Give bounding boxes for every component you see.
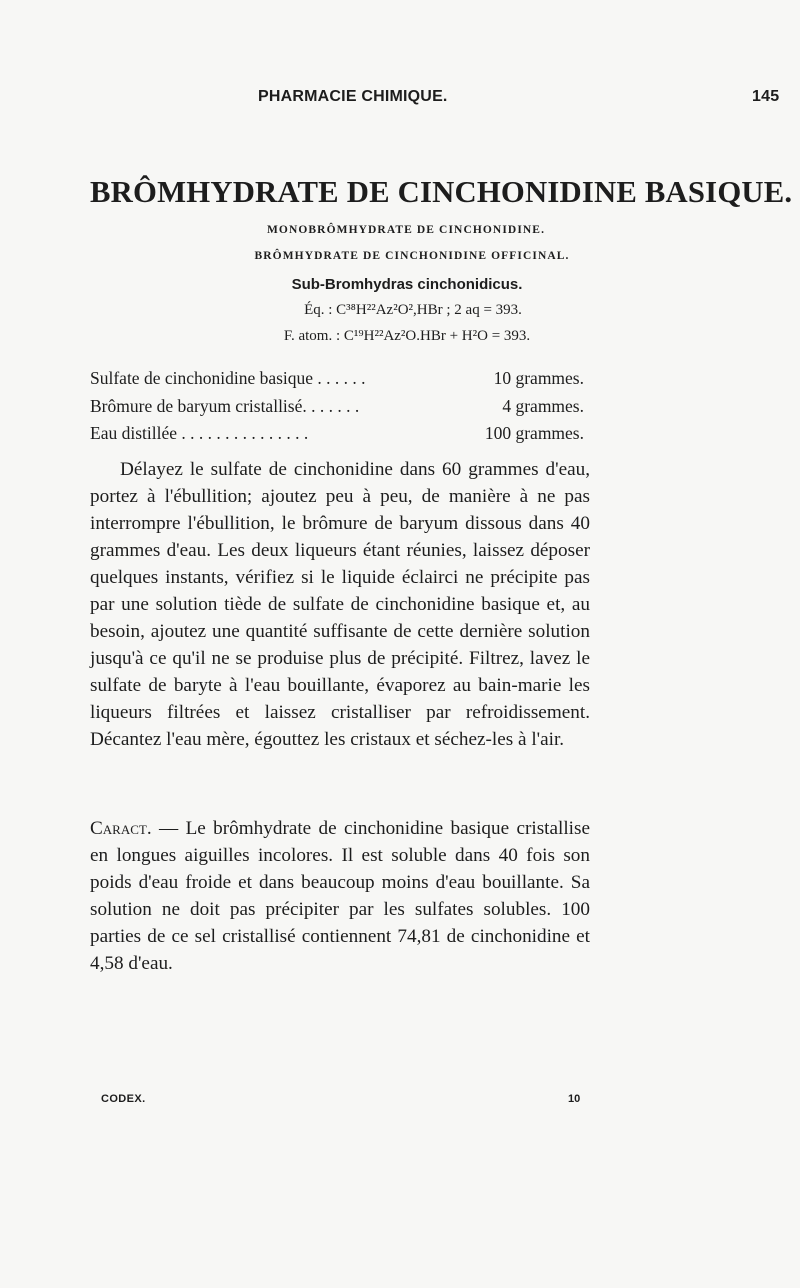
recipe-ingredient: Sulfate de cinchonidine basique . . . . . . — [90, 368, 366, 388]
running-head-title: PHARMACIE CHIMIQUE. — [258, 88, 448, 105]
recipe-quantity: 4 grammes. — [502, 396, 584, 416]
characteristics-paragraph — [90, 815, 590, 977]
recipe-quantity: 10 grammes. — [493, 368, 584, 388]
atomic-formula: F. atom. : C¹⁹H²²Az²O.HBr + H²O = 393. — [283, 328, 531, 344]
latin-name: Sub-Bromhydras cinchonidicus. — [291, 276, 523, 293]
sheet-number: 10 — [568, 1093, 581, 1105]
signature-mark: CODEX. — [101, 1093, 146, 1105]
caract-label: Caract. — [90, 818, 152, 839]
running-head — [0, 88, 800, 108]
synonym-2: BRÔMHYDRATE DE CINCHONIDINE OFFICINAL. — [254, 250, 570, 262]
characteristics-text: — Le brômhydrate de cinchonidine basique cristallise en longues aiguilles incolores. Il est soluble dans 40 fois son poids d'eau froide et dans beaucoup moins d'eau bouillante. Sa solution ne doit pas précipiter par les sulfates solubles. 100 parties de ce sel cristallisé contiennent 74,81 de cinchonidine et 4,58 d'eau. — [90, 818, 590, 975]
recipe-quantity: 100 grammes. — [484, 423, 584, 443]
article-title: BRÔMHYDRATE DE CINCHONIDINE BASIQUE. — [90, 174, 793, 209]
preparation-paragraph: Délayez le sulfate de cinchonidine dans 60 grammes d'eau, portez à l'ébullition; ajoutez peu à peu, de manière à ne pas interrompre l'ébullition, le brômure de baryum dissous dans 40 grammes d'eau. Les deux liqueurs étant réunies, laissez déposer quelques instants, vérifiez si le liquide éclairci ne précipite pas par une solution tiède de sulfate de cinchonidine basique et, au besoin, ajoutez une quantité suffisante de cette dernière solution jusqu'à ce qu'il ne se produise plus de précipité. Filtrez, lavez le sulfate de baryte à l'eau bouillante, évaporez au bain-marie les liqueurs filtrées et laissez cristalliser par refroidissement. Décantez l'eau mère, égouttez les cristaux et séchez-les à l'air. — [90, 459, 590, 751]
equivalent-formula: Éq. : C³⁸H²²Az²O²,HBr ; 2 aq = 393. — [304, 302, 522, 318]
synonym-1: MONOBRÔMHYDRATE DE CINCHONIDINE. — [266, 224, 546, 236]
recipe-ingredient: Eau distillée . . . . . . . . . . . . . . . — [90, 423, 309, 443]
page-number: 145 — [752, 88, 780, 105]
recipe-ingredient: Brômure de baryum cristallisé. . . . . . . — [90, 396, 360, 416]
